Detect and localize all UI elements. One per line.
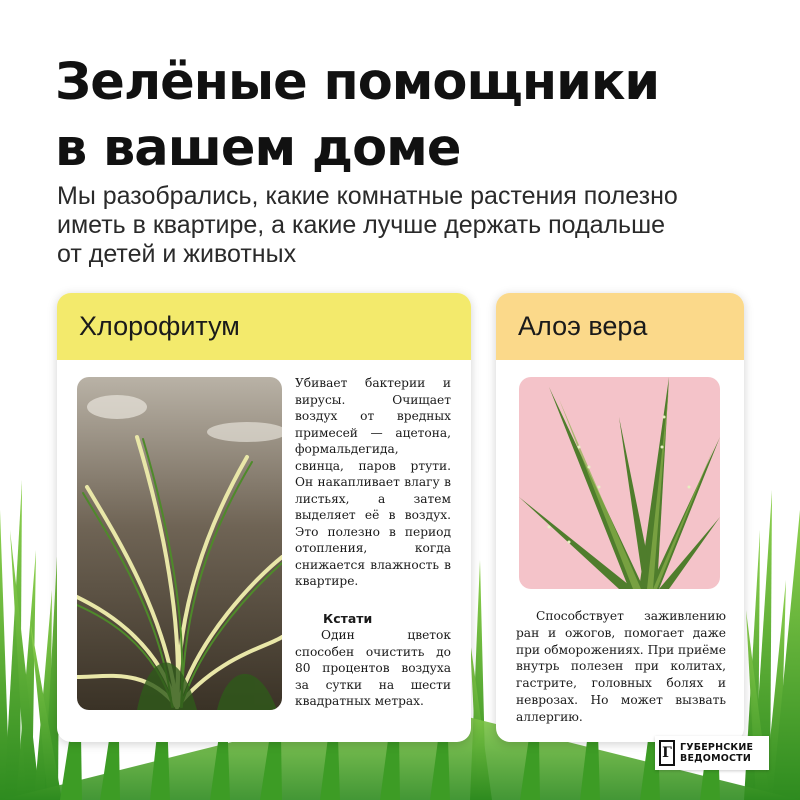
note-text: Один цветок способен очистить до 80 процентов воздуха за сутки на шести квадратных метрах. — [295, 628, 451, 708]
card-aloe-vera — [496, 293, 744, 742]
card-title: Алоэ вера — [496, 293, 744, 360]
note-title: Кстати — [323, 611, 373, 626]
page-title — [55, 50, 775, 182]
aloe-vera-photo — [519, 377, 720, 589]
card-title: Хлорофитум — [57, 293, 471, 360]
card-chlorophytum — [57, 293, 471, 742]
gubernskie-vedomosti-logo — [655, 736, 769, 770]
page-subtitle — [57, 182, 777, 269]
subtitle-line-2: иметь в квартире, а какие лучше держать подальше — [57, 211, 666, 239]
logo-line-1: ГУБЕРНСКИЕ — [680, 742, 754, 753]
chlorophytum-photo — [77, 377, 282, 710]
logo-text — [680, 742, 753, 764]
subtitle-line-1: Мы разобрались, какие комнатные растения полезно — [57, 182, 678, 210]
logo-line-2: ВЕДОМОСТИ — [680, 753, 751, 764]
title-line-2: в вашем доме — [55, 119, 461, 178]
logo-mark-icon: Г — [659, 740, 675, 766]
aloe-vera-description: Способствует заживлению ран и ожогов, помогает даже при обморожениях. При приёме внутрь полезен при колитах, гастрите, головных болях и неврозах. Но может вызвать аллергию. — [516, 609, 726, 724]
title-line-1: Зелёные помощники — [55, 53, 660, 112]
subtitle-line-3: от детей и животных — [57, 240, 297, 268]
chlorophytum-description: Убивает бактерии и вирусы. Очищает воздух от вредных примесей — ацетона, формальдегида, свинца, паров ртути. Он накапливает влагу в листьях, а затем выделяет её в воздух. Это полезно в период отопления, когда снижается влажность в квартире. — [295, 376, 451, 588]
